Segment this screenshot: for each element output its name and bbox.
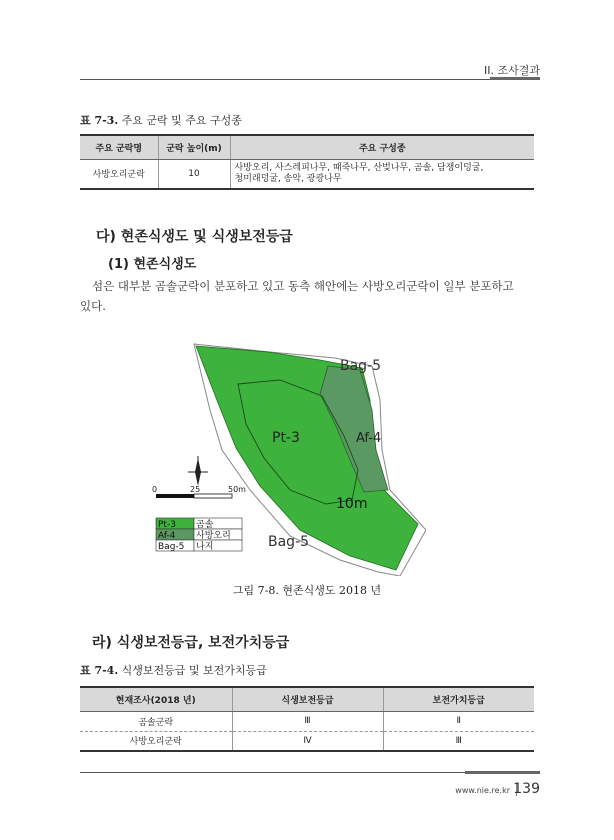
legend-code-af4: Af-4: [158, 531, 176, 541]
paragraph-line-2: 있다.: [80, 299, 106, 313]
table1-header-row: [80, 135, 534, 159]
scale-end: 50m: [228, 485, 246, 494]
chapter-header: II. 조사결과: [484, 64, 540, 77]
paragraph-line-1: 섬은 대부분 곰솔군락이 분포하고 있고 동측 해안에는 사방오리군락이 일부 분포하고: [92, 279, 514, 293]
label-bag5-bottom: Bag-5: [268, 534, 310, 550]
legend-code-bag5: Bag-5: [158, 542, 185, 552]
subsection-heading-1: (1) 현존식생도: [108, 257, 197, 272]
table2-cell-name: 곰솔군락: [80, 711, 232, 731]
footer-url: www.nie.re.kr: [455, 786, 510, 795]
table2-cell-value-grade: Ⅲ: [383, 731, 534, 751]
table-conservation-grades: [80, 686, 534, 752]
table1-caption: [80, 112, 242, 128]
table2-header-row: [80, 687, 534, 711]
species-line-2: 청미래덩굴, 송악, 광광나무: [234, 173, 342, 184]
table-main-communities: [80, 134, 534, 190]
table-row: [80, 731, 534, 751]
table1-header-name: 주요 군락명: [80, 135, 158, 159]
table2-cell-veg-grade: Ⅳ: [232, 731, 383, 751]
species-line-1: 사방오리, 사스레피나무, 때죽나무, 산벚나무, 곰솔, 담쟁이덩굴,: [234, 162, 484, 173]
label-bag5-top: Bag-5: [340, 358, 382, 374]
legend-name-pt3: 곰솔: [196, 520, 214, 530]
table2-cell-name: 사방오리군락: [80, 731, 232, 751]
table2-header-survey: 현재조사(2018 년): [80, 687, 232, 711]
scale-bar: [152, 485, 246, 498]
page-number: 139: [513, 781, 540, 797]
table1-cell-species: [230, 159, 534, 189]
header-rule: [80, 79, 540, 80]
label-pt3: Pt-3: [272, 430, 300, 446]
table1-caption-text: 주요 군락 및 주요 구성종: [121, 114, 242, 127]
figure-caption: 그림 7-8. 현존식생도 2018 년: [232, 584, 382, 597]
section-heading-ra: 라) 식생보전등급, 보전가치등급: [92, 635, 290, 651]
table-row: [80, 159, 534, 189]
table1-header-species: 주요 구성종: [230, 135, 534, 159]
label-af4: Af-4: [356, 431, 382, 446]
table2-header-value-grade: 보전가치등급: [383, 687, 534, 711]
map-legend: [156, 518, 242, 552]
table2-header-veg-grade: 식생보전등급: [232, 687, 383, 711]
north-arrow-icon: [188, 456, 208, 486]
legend-name-bag5: 나지: [196, 542, 214, 552]
table1-header-height: 군락 높이(m): [158, 135, 230, 159]
table-row: [80, 711, 534, 731]
legend-code-pt3: Pt-3: [158, 520, 176, 530]
footer-rule-accent: [465, 771, 540, 774]
scale-zero: 0: [152, 485, 158, 494]
vegetation-map: [150, 340, 426, 576]
label-contour: 10m: [336, 496, 368, 512]
scale-mid: 25: [190, 485, 201, 494]
header-rule-accent: [490, 77, 540, 80]
table2-caption-text: 식생보전등급 및 보전가치등급: [121, 664, 267, 677]
section-heading-da: 다) 현존식생도 및 식생보전등급: [96, 229, 293, 245]
table1-caption-label: 표 7-3.: [80, 114, 119, 127]
table2-cell-veg-grade: Ⅲ: [232, 711, 383, 731]
table1-cell-height: 10: [158, 159, 230, 189]
table2-caption: [80, 662, 267, 678]
legend-name-af4: 사방오리: [196, 531, 231, 541]
table2-caption-label: 표 7-4.: [80, 664, 119, 677]
table1-cell-name: 사방오리군락: [80, 159, 158, 189]
table2-cell-value-grade: Ⅱ: [383, 711, 534, 731]
body-paragraph: [80, 276, 534, 316]
